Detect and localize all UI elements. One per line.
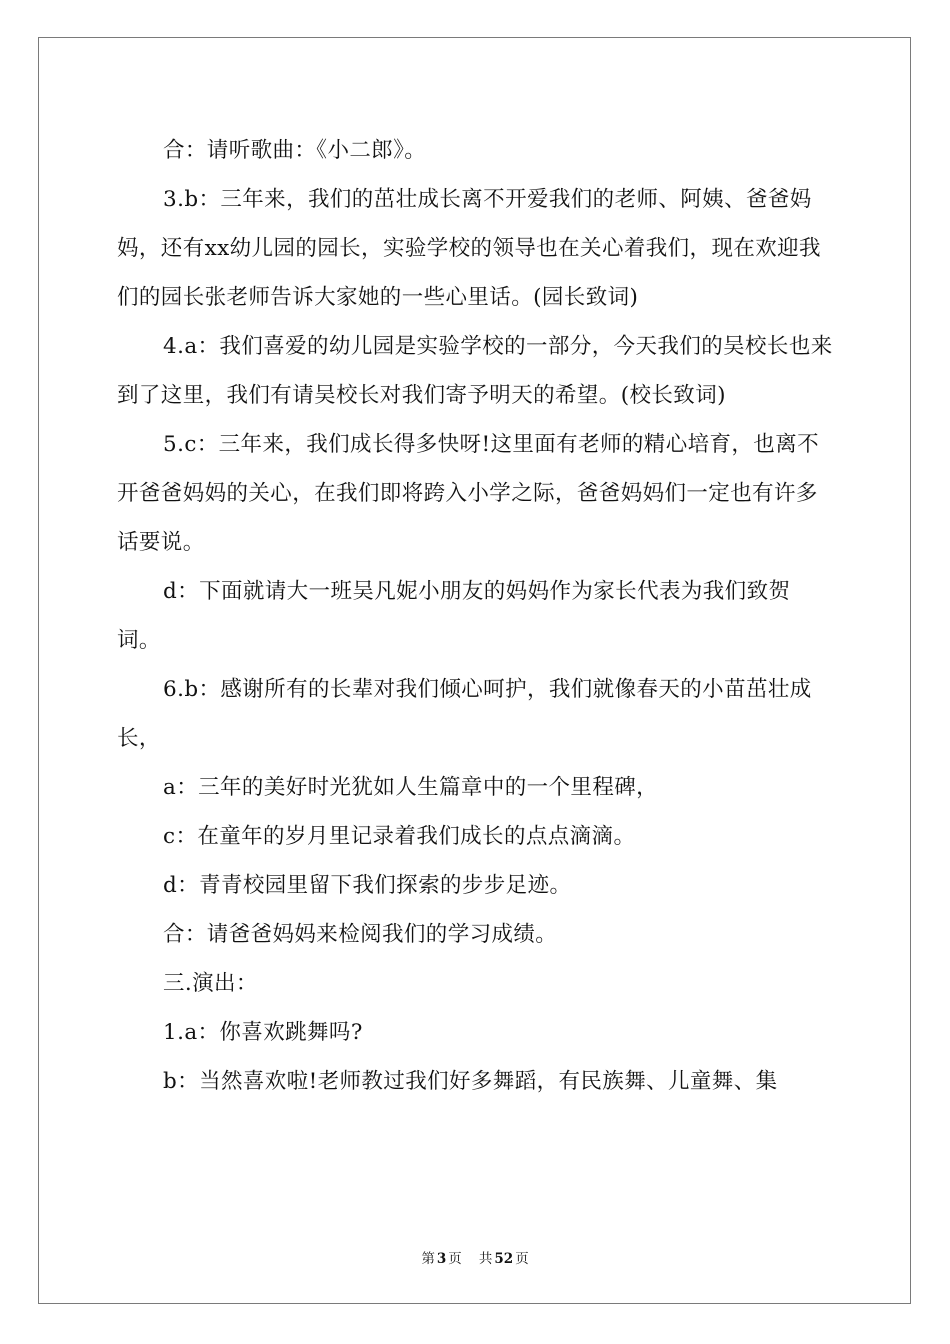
paragraph: 4.a：我们喜爱的幼儿园是实验学校的一部分，今天我们的吴校长也来到了这里，我们有请吴校长对我们寄予明天的希望。(校长致词) — [117, 334, 833, 408]
paragraph: 合：请听歌曲：《小二郎》。 — [163, 138, 427, 163]
total-prefix: 共 — [478, 1251, 493, 1267]
document-body — [117, 126, 833, 1106]
paragraph: 1.a：你喜欢跳舞吗? — [163, 1020, 363, 1045]
page-prefix: 第 — [421, 1251, 435, 1267]
paragraph: 三.演出： — [163, 971, 258, 996]
page-number: 3 — [436, 1251, 447, 1267]
page-suffix: 页 — [448, 1251, 462, 1267]
paragraph: c：在童年的岁月里记录着我们成长的点点滴滴。 — [163, 824, 636, 849]
paragraph: 5.c：三年来，我们成长得多快呀!这里面有老师的精心培育，也离不开爸爸妈妈的关心，在我们即将跨入小学之际，爸爸妈妈们一定也有许多话要说。 — [117, 432, 819, 555]
paragraph: 合：请爸爸妈妈来检阅我们的学习成绩。 — [163, 922, 558, 947]
paragraph: d：青青校园里留下我们探索的步步足迹。 — [163, 873, 572, 898]
total-suffix: 页 — [515, 1251, 529, 1267]
total-pages: 52 — [494, 1251, 514, 1267]
paragraph: d：下面就请大一班吴凡妮小朋友的妈妈作为家长代表为我们致贺词。 — [117, 579, 791, 653]
paragraph: a：三年的美好时光犹如人生篇章中的一个里程碑， — [163, 775, 659, 800]
paragraph: 3.b：三年来，我们的茁壮成长离不开爱我们的老师、阿姨、爸爸妈妈，还有xx幼儿园的园长，实验学校的领导也在关心着我们，现在欢迎我们的园长张老师告诉大家她的一些心里话。(园长致词) — [117, 187, 821, 310]
page-footer — [0, 1247, 950, 1267]
paragraph: 6.b：感谢所有的长辈对我们倾心呵护，我们就像春天的小苗茁壮成长， — [117, 677, 812, 751]
paragraph: b：当然喜欢啦!老师教过我们好多舞蹈，有民族舞、儿童舞、集 — [163, 1069, 778, 1094]
